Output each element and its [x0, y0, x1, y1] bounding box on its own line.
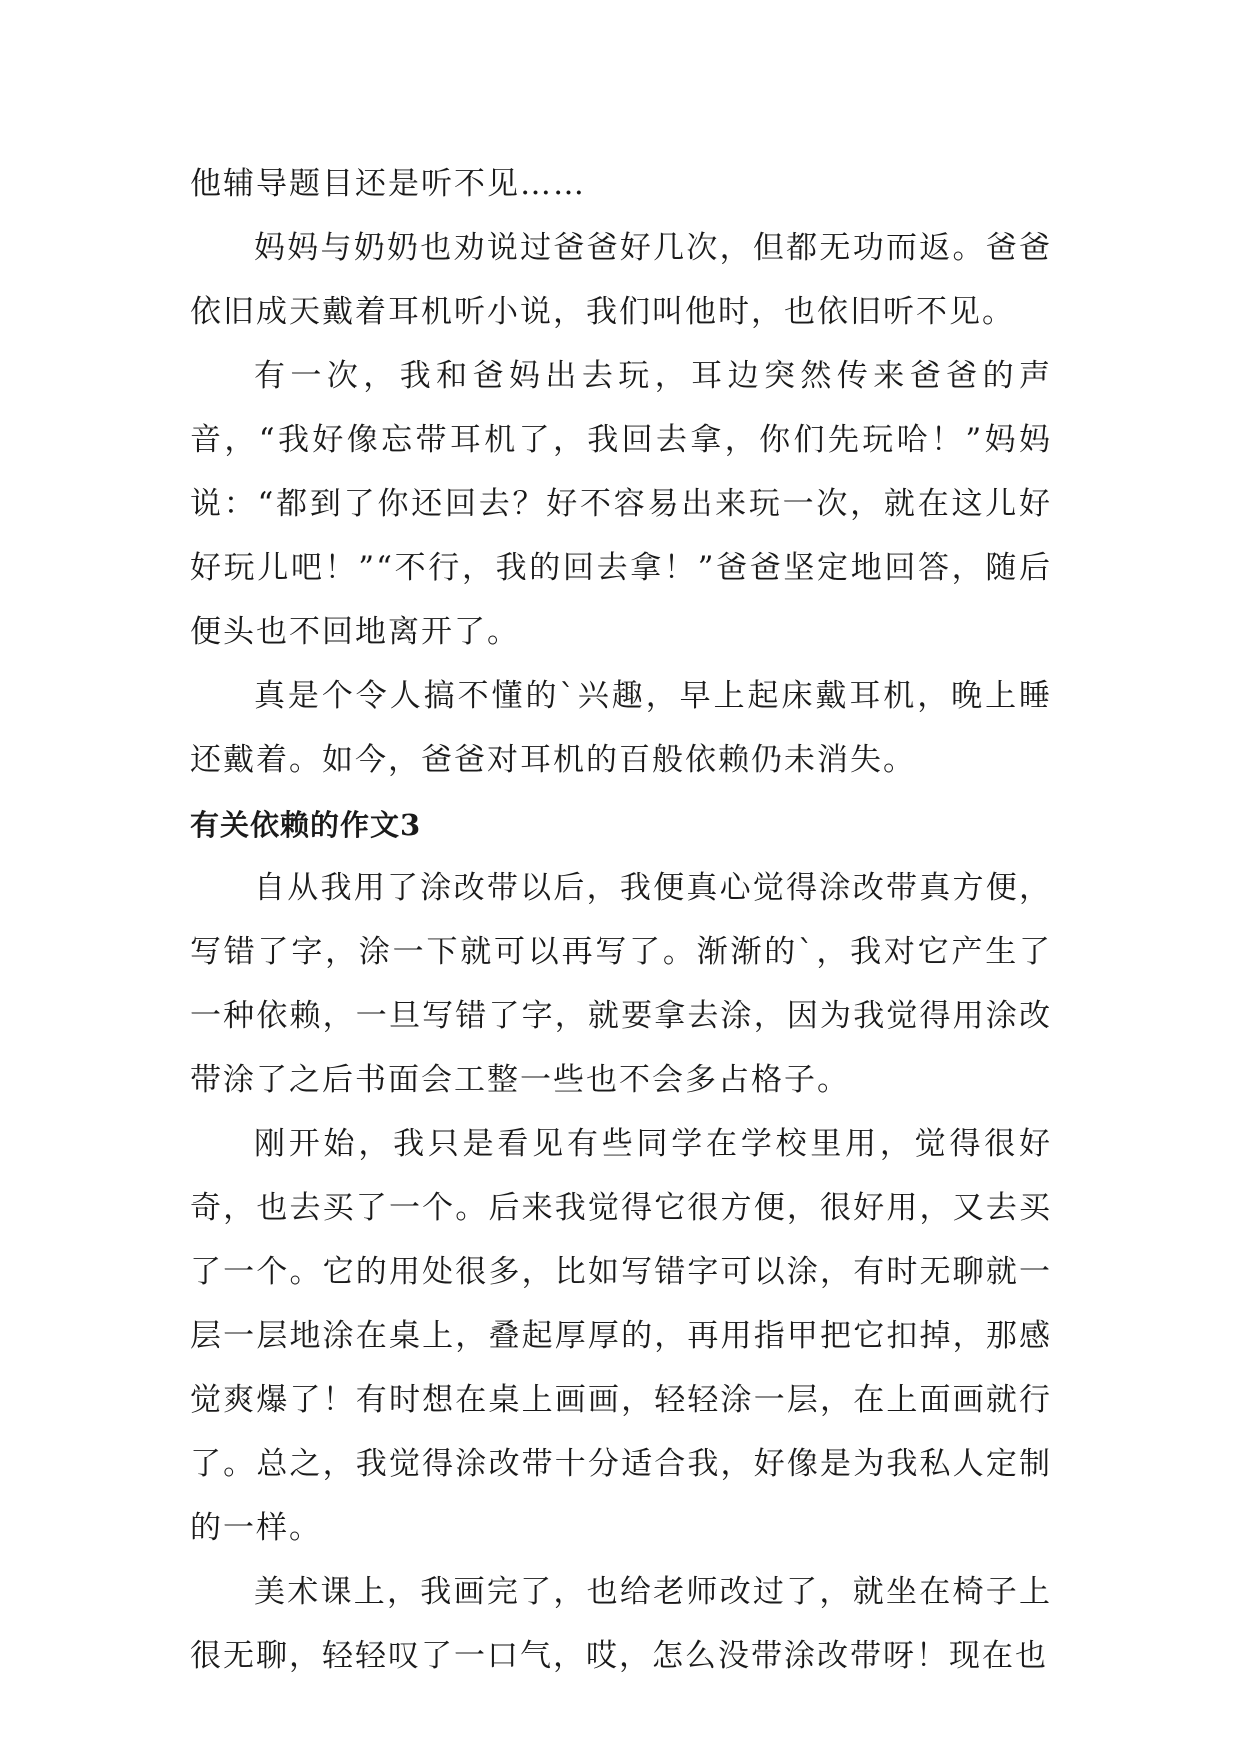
- paragraph: 自从我用了涂改带以后，我便真心觉得涂改带真方便，写错了字，涂一下就可以再写了。渐渐的`，我对它产生了一种依赖，一旦写错了字，就要拿去涂，因为我觉得用涂改带涂了之后书面会工整一些也不会多占格子。: [190, 870, 1052, 1098]
- paragraph: 真是个令人搞不懂的`兴趣，早上起床戴耳机，晚上睡还戴着。如今，爸爸对耳机的百般依赖仍未消失。: [190, 678, 1052, 778]
- section-heading: 有关依赖的作文3: [190, 808, 422, 842]
- paragraph: 妈妈与奶奶也劝说过爸爸好几次，但都无功而返。爸爸依旧成天戴着耳机听小说，我们叫他时，也依旧听不见。: [190, 230, 1052, 330]
- paragraph: 刚开始，我只是看见有些同学在学校里用，觉得很好奇，也去买了一个。后来我觉得它很方便，很好用，又去买了一个。它的用处很多，比如写错字可以涂，有时无聊就一层一层地涂在桌上，叠起厚厚的，再用指甲把它扣掉，那感觉爽爆了！有时想在桌上画画，轻轻涂一层，在上面画就行了。总之，我觉得涂改带十分适合我，好像是为我私人定制的一样。: [190, 1126, 1052, 1546]
- paragraph: 美术课上，我画完了，也给老师改过了，就坐在椅子上很无聊，轻轻叹了一口气，哎，怎么没带涂改带呀！现在也: [190, 1574, 1052, 1674]
- document-body: [190, 152, 1052, 1688]
- paragraph: 有一次，我和爸妈出去玩，耳边突然传来爸爸的声音，“我好像忘带耳机了，我回去拿，你们先玩哈！”妈妈说：“都到了你还回去？好不容易出来玩一次，就在这儿好好玩儿吧！”“不行，我的回去拿！”爸爸坚定地回答，随后便头也不回地离开了。: [190, 358, 1052, 650]
- paragraph: 他辅导题目还是听不见……: [190, 166, 586, 202]
